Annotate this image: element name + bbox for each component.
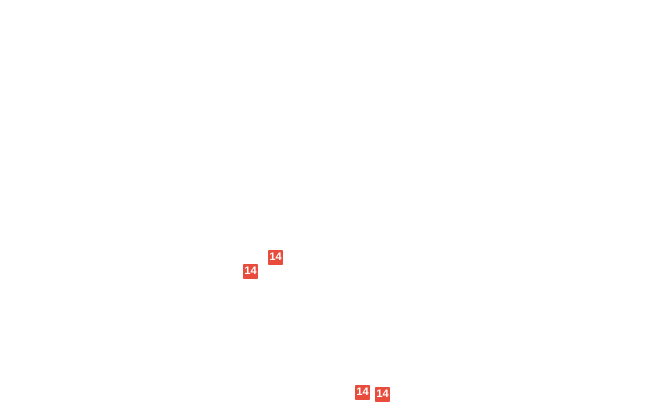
count-badge-label: 14 (376, 388, 389, 400)
count-badge-marker[interactable] (268, 250, 283, 265)
count-badge-marker[interactable] (355, 385, 370, 400)
count-badge-label: 14 (244, 265, 257, 277)
count-badge-label: 14 (356, 386, 369, 398)
count-badge-marker[interactable] (243, 264, 258, 279)
count-badge-marker[interactable] (375, 387, 390, 402)
count-badge-label: 14 (269, 251, 282, 263)
